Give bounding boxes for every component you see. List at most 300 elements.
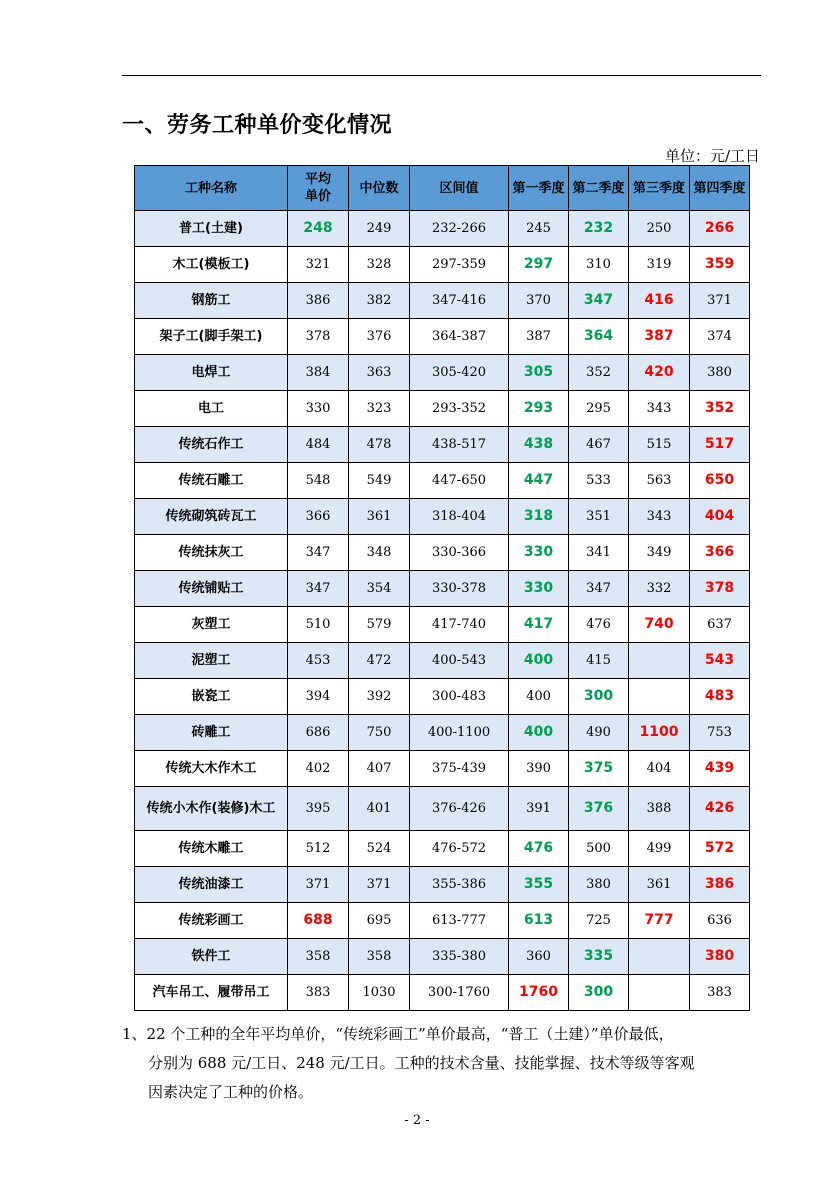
value-cell [349,831,410,867]
trade-name-cell: 普工(土建) [135,211,288,247]
value-text: 753 [707,725,732,740]
value-text: 636 [707,913,732,928]
value-cell [509,607,569,643]
value-cell [349,867,410,903]
value-text: 510 [305,617,331,632]
value-text: 517 [704,436,735,452]
value-cell [410,283,509,319]
value-text: 293 [523,400,554,416]
unit-label: 单位：元/工日 [664,147,760,165]
table-header-row [135,166,750,211]
value-cell [690,939,750,975]
value-text: 467 [586,437,611,452]
value-cell [509,535,569,571]
value-text: 750 [366,725,392,740]
table-row [135,319,750,355]
trade-name-cell: 灰塑工 [135,607,288,643]
value-cell [410,715,509,751]
value-text: 371 [305,877,331,892]
table-row [135,427,750,463]
value-text: 650 [704,472,735,488]
value-cell [349,643,410,679]
table-row [135,831,750,867]
value-cell [288,499,349,535]
value-text: 416 [644,292,674,308]
value-cell [629,715,690,751]
value-text: 343 [646,509,672,524]
value-cell [690,535,750,571]
value-text: 297-359 [431,257,487,272]
value-text: 347 [586,581,611,596]
value-text: 300 [583,984,614,1000]
value-text: 354 [366,581,392,596]
value-text: 387 [526,329,551,344]
value-cell [349,715,410,751]
value-text: 382 [366,293,392,308]
value-cell [349,975,410,1011]
value-cell [410,427,509,463]
value-cell [288,679,349,715]
value-text: 358 [305,949,331,964]
trade-name-cell: 传统油漆工 [135,867,288,903]
value-cell [349,787,410,831]
col-header: 第三季度 [629,166,690,211]
value-text: 328 [366,257,392,272]
trade-name-cell: 传统小木作(装修)木工 [135,787,288,831]
table-row [135,787,750,831]
value-cell [349,211,410,247]
value-text: 300 [583,688,614,704]
value-cell [410,787,509,831]
value-text: 439 [704,760,735,776]
value-cell [288,715,349,751]
value-cell [288,319,349,355]
value-text: 400 [526,689,551,704]
header-rule [122,75,761,76]
value-cell [410,319,509,355]
value-text: 361 [646,877,672,892]
value-text: 323 [366,401,392,416]
value-cell [509,975,569,1011]
trade-name-cell: 钢筋工 [135,283,288,319]
value-text: 330 [523,544,554,560]
value-text: 232 [583,220,614,236]
table-row [135,607,750,643]
value-cell [569,939,629,975]
value-cell [629,939,690,975]
value-text: 352 [704,400,735,416]
value-cell [690,787,750,831]
value-text: 515 [646,437,672,452]
value-cell [288,975,349,1011]
value-cell [509,751,569,787]
value-cell [629,751,690,787]
value-cell [288,247,349,283]
value-text: 330-378 [431,581,487,596]
value-text: 293-352 [431,401,487,416]
value-cell [288,751,349,787]
value-cell [410,247,509,283]
value-cell [569,903,629,939]
trade-name-cell: 传统铺贴工 [135,571,288,607]
value-text: 378 [704,580,735,596]
value-cell [288,903,349,939]
value-text: 360 [526,949,551,964]
value-text: 380 [586,877,611,892]
table-row [135,463,750,499]
paragraph-line: 因素决定了工种的价格。 [148,1083,314,1101]
value-cell [569,283,629,319]
value-cell [349,939,410,975]
value-text: 384 [305,365,331,380]
value-text: 401 [366,801,392,816]
value-text: 305 [523,364,554,380]
value-cell [629,391,690,427]
value-text: 371 [707,293,732,308]
value-text: 483 [704,688,735,704]
col-header: 第一季度 [509,166,569,211]
value-text: 374 [707,329,732,344]
value-text: 524 [366,841,392,856]
value-text: 394 [305,689,331,704]
value-cell [509,715,569,751]
value-text: 688 [303,912,333,928]
value-cell [349,679,410,715]
value-text: 392 [366,689,392,704]
value-text: 376 [366,329,392,344]
trade-name-cell: 电焊工 [135,355,288,391]
value-cell [349,391,410,427]
value-cell [349,903,410,939]
value-text: 740 [644,616,674,632]
value-text: 347 [305,545,331,560]
value-cell [509,643,569,679]
table-row [135,499,750,535]
value-text: 613-777 [431,913,487,928]
value-text: 330 [523,580,554,596]
value-text: 348 [366,545,392,560]
value-cell [509,211,569,247]
value-text: 400-543 [431,653,487,668]
value-cell [288,355,349,391]
value-cell [569,831,629,867]
value-cell [288,643,349,679]
summary-paragraph [122,1020,762,1107]
value-text: 1100 [639,724,679,740]
value-text: 375 [583,760,614,776]
value-cell [288,391,349,427]
value-cell [410,499,509,535]
value-text: 438 [523,436,554,452]
value-cell [690,499,750,535]
value-cell [410,463,509,499]
value-cell [509,903,569,939]
value-text: 300-483 [431,689,487,704]
value-text: 686 [305,725,331,740]
table-row [135,903,750,939]
value-text: 476 [523,840,554,856]
trade-name-cell: 传统彩画工 [135,903,288,939]
value-cell [288,427,349,463]
value-text: 355-386 [431,877,487,892]
col-header: 第二季度 [569,166,629,211]
table-row [135,535,750,571]
value-text: 417-740 [431,617,487,632]
value-cell [509,247,569,283]
value-text: 383 [707,985,732,1000]
trade-name-cell: 传统木雕工 [135,831,288,867]
value-cell [690,571,750,607]
value-cell [690,319,750,355]
value-cell [349,463,410,499]
value-text: 777 [644,912,674,928]
value-text: 364 [583,328,614,344]
value-cell [629,463,690,499]
value-cell [349,247,410,283]
value-cell [690,975,750,1011]
value-text: 380 [707,365,732,380]
value-cell [349,319,410,355]
value-cell [288,787,349,831]
table-row [135,247,750,283]
table-row [135,679,750,715]
table-row [135,939,750,975]
value-text: 404 [704,508,735,524]
table-row [135,975,750,1011]
value-text: 371 [366,877,392,892]
value-text: 420 [644,364,674,380]
value-cell [690,607,750,643]
value-text: 245 [526,221,551,236]
value-cell [629,427,690,463]
value-text: 347 [305,581,331,596]
value-cell [410,939,509,975]
value-text: 417 [523,616,554,632]
value-text: 695 [366,913,392,928]
value-cell [288,463,349,499]
value-text: 330-366 [431,545,487,560]
value-text: 438-517 [431,437,487,452]
value-cell [288,211,349,247]
value-cell [509,391,569,427]
value-cell [690,247,750,283]
value-cell [629,571,690,607]
value-cell [288,283,349,319]
value-cell [349,535,410,571]
value-cell [288,607,349,643]
value-text: 548 [305,473,331,488]
value-cell [629,787,690,831]
value-text: 613 [523,912,554,928]
value-text: 387 [644,328,674,344]
value-text: 361 [366,509,392,524]
value-cell [569,643,629,679]
table-row [135,391,750,427]
value-text: 321 [305,257,331,272]
value-text: 476 [586,617,611,632]
value-cell [569,499,629,535]
value-cell [569,607,629,643]
value-text: 332 [646,581,672,596]
value-cell [629,499,690,535]
value-cell [569,211,629,247]
value-text: 549 [366,473,392,488]
value-cell [509,463,569,499]
value-text: 305-420 [431,365,487,380]
table-row [135,211,750,247]
value-cell [509,319,569,355]
value-cell [629,867,690,903]
table-row [135,571,750,607]
value-text: 725 [586,913,611,928]
trade-name-cell: 嵌瓷工 [135,679,288,715]
value-cell [410,975,509,1011]
value-text: 349 [646,545,672,560]
value-cell [629,211,690,247]
value-cell [690,283,750,319]
table-row [135,867,750,903]
value-text: 355 [523,876,554,892]
value-cell [288,535,349,571]
value-cell [288,831,349,867]
value-text: 347-416 [431,293,487,308]
value-text: 319 [646,257,672,272]
value-text: 343 [646,401,672,416]
value-text: 341 [586,545,611,560]
value-cell [569,715,629,751]
value-text: 476-572 [431,841,487,856]
value-cell [629,355,690,391]
table-row [135,283,750,319]
value-text: 484 [305,437,331,452]
col-header: 区间值 [410,166,509,211]
trade-name-cell: 砖雕工 [135,715,288,751]
value-cell [410,211,509,247]
col-header: 第四季度 [690,166,750,211]
value-cell [629,319,690,355]
page-number: - 2 - [404,1113,430,1128]
value-text: 249 [366,221,392,236]
value-cell [509,939,569,975]
value-text: 376-426 [431,801,487,816]
table-row [135,355,750,391]
trade-name-cell: 汽车吊工、履带吊工 [135,975,288,1011]
value-cell [569,427,629,463]
value-text: 572 [704,840,735,856]
trade-name-cell: 铁件工 [135,939,288,975]
value-text: 472 [366,653,392,668]
value-cell [569,751,629,787]
value-text: 453 [305,653,331,668]
value-text: 637 [707,617,732,632]
value-cell [629,975,690,1011]
value-cell [509,427,569,463]
value-cell [410,391,509,427]
value-cell [569,571,629,607]
value-cell [690,831,750,867]
trade-name-cell: 传统石雕工 [135,463,288,499]
value-text: 386 [305,293,331,308]
value-text: 386 [704,876,735,892]
value-cell [410,751,509,787]
value-text: 375-439 [431,761,487,776]
value-cell [690,463,750,499]
value-cell [349,355,410,391]
value-text: 232-266 [431,221,487,236]
table-row [135,751,750,787]
value-text: 512 [305,841,331,856]
value-cell [629,831,690,867]
value-cell [288,571,349,607]
col-header: 平均单价 [288,166,349,211]
trade-name-cell: 传统大木作木工 [135,751,288,787]
value-cell [690,355,750,391]
value-text: 579 [366,617,392,632]
value-cell [629,247,690,283]
value-cell [569,867,629,903]
value-text: 533 [586,473,611,488]
value-cell [569,679,629,715]
value-cell [410,643,509,679]
value-text: 310 [586,257,611,272]
value-text: 478 [366,437,392,452]
value-cell [288,939,349,975]
value-text: 300-1760 [427,985,491,1000]
value-cell [509,831,569,867]
value-cell [690,679,750,715]
trade-name-cell: 传统石作工 [135,427,288,463]
value-text: 383 [305,985,331,1000]
value-text: 447-650 [431,473,487,488]
value-text: 1760 [519,984,558,1000]
value-cell [410,607,509,643]
value-text: 404 [646,761,672,776]
value-cell [509,571,569,607]
value-cell [629,283,690,319]
value-text: 400 [523,652,554,668]
value-cell [509,355,569,391]
value-cell [509,499,569,535]
value-cell [690,903,750,939]
value-cell [690,751,750,787]
value-text: 563 [646,473,672,488]
value-cell [569,535,629,571]
value-cell [569,975,629,1011]
value-text: 426 [704,800,735,816]
value-cell [410,831,509,867]
value-cell [509,787,569,831]
value-cell [690,715,750,751]
value-cell [288,867,349,903]
value-text: 358 [366,949,392,964]
col-header: 工种名称 [135,166,288,211]
value-text: 266 [704,220,735,236]
value-text: 490 [586,725,611,740]
value-text: 370 [526,293,551,308]
value-text: 352 [586,365,611,380]
value-cell [690,427,750,463]
value-text: 364-387 [431,329,487,344]
value-text: 335-380 [431,949,487,964]
value-text: 499 [646,841,672,856]
trade-name-cell: 木工(模板工) [135,247,288,283]
table-row [135,715,750,751]
value-cell [410,571,509,607]
value-text: 347 [583,292,614,308]
value-cell [629,535,690,571]
value-cell [690,867,750,903]
value-text: 297 [523,256,554,272]
